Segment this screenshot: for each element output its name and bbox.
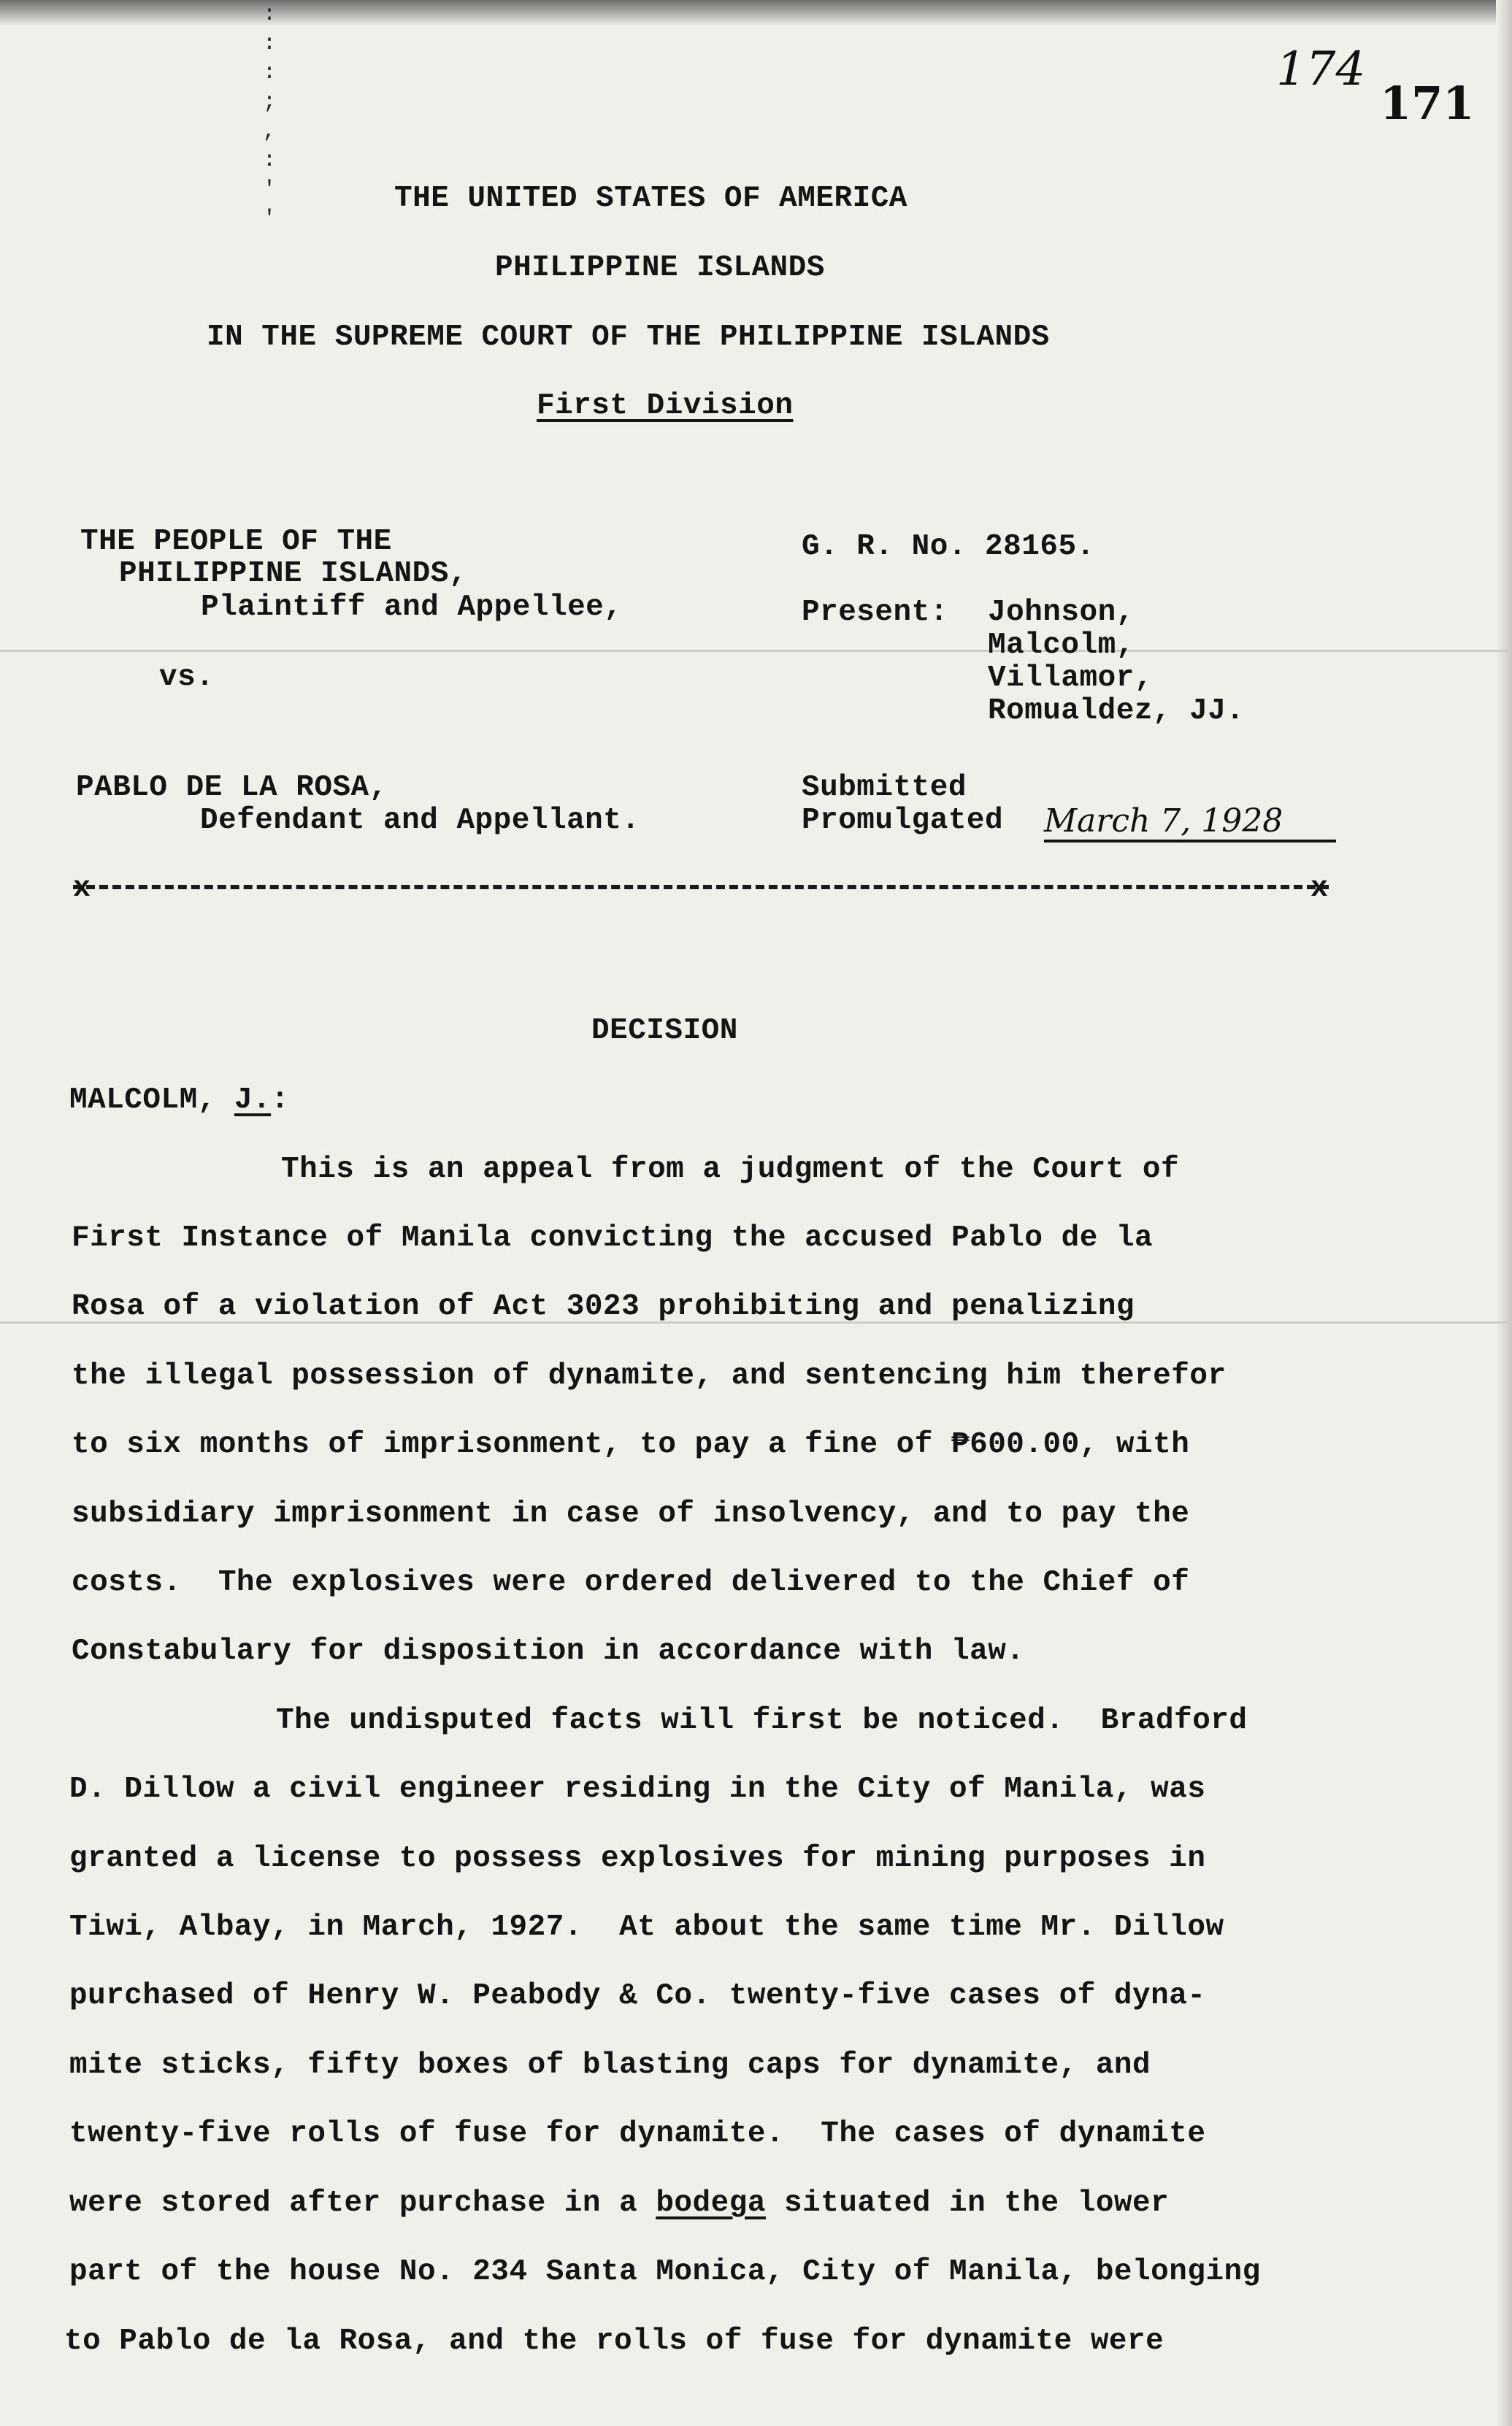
paragraph2-line: mite sticks, fifty boxes of blasting caps for dynamite, and <box>69 2049 1151 2082</box>
versus: vs. <box>159 661 215 694</box>
gr-number: G. R. No. 28165. <box>802 530 1095 564</box>
decision-title: DECISION <box>591 1014 738 1048</box>
paragraph1-line: First Instance of Manila convicting the accused Pablo de la <box>72 1221 1154 1255</box>
author-title: J. <box>234 1083 272 1117</box>
paragraph2-line: D. Dillow a civil engineer residing in the City of Manila, was <box>69 1773 1206 1806</box>
defendant-role: Defendant and Appellant. <box>200 804 640 837</box>
heading-division: First Division <box>537 389 794 423</box>
plaintiff-line2: PHILIPPINE ISLANDS, <box>119 557 467 591</box>
heading-court: IN THE SUPREME COURT OF THE PHILIPPINE ISLANDS <box>207 320 1050 354</box>
paragraph1-line: to six months of imprisonment, to pay a fine of ₱600.00, with <box>72 1428 1190 1462</box>
plaintiff-role: Plaintiff and Appellee, <box>201 591 623 624</box>
paragraph2-line: The undisputed facts will first be noticed. Bradford <box>276 1704 1248 1738</box>
text-segment: were stored after purchase in a <box>69 2187 656 2220</box>
justice-3: Villamor, <box>988 661 1153 695</box>
paragraph2-line: twenty-five rolls of fuse for dynamite. The cases of dynamite <box>69 2117 1206 2151</box>
defendant-name: PABLO DE LA ROSA, <box>76 771 388 805</box>
heading-region: PHILIPPINE ISLANDS <box>495 251 825 285</box>
paragraph1-line: Rosa of a violation of Act 3023 prohibiting and penalizing <box>72 1290 1135 1324</box>
promulgated-label: Promulgated <box>802 804 1004 837</box>
paragraph1-line: Constabulary for disposition in accordance with law. <box>72 1635 1025 1668</box>
paragraph2-line: part of the house No. 234 Santa Monica, City of Manila, belonging <box>69 2255 1261 2289</box>
decision-author <box>69 1083 289 1118</box>
paragraph1-line: the illegal possession of dynamite, and sentencing him therefor <box>72 1359 1227 1393</box>
plaintiff-line1: THE PEOPLE OF THE <box>80 525 392 558</box>
justice-2: Malcolm, <box>988 629 1135 662</box>
separator-left-mark: x <box>73 872 91 905</box>
paragraph1-line: This is an appeal from a judgment of the Court of <box>281 1153 1180 1186</box>
paragraph1-line: costs. The explosives were ordered delivered to the Chief of <box>72 1566 1190 1600</box>
paragraph2-line: to Pablo de la Rosa, and the rolls of fuse for dynamite were <box>64 2325 1164 2358</box>
heading-country: THE UNITED STATES OF AMERICA <box>394 182 907 215</box>
stamped-page-number: 171 <box>1380 77 1475 130</box>
promulgated-date-signature: March 7, 1928 <box>1044 803 1336 842</box>
paragraph2-line: Tiwi, Albay, in March, 1927. At about the same time Mr. Dillow <box>69 1911 1224 1944</box>
author-name: MALCOLM, <box>69 1083 234 1117</box>
present-label: Present: <box>802 596 948 629</box>
scan-top-edge <box>0 0 1512 26</box>
paragraph1-line: subsidiary imprisonment in case of insolvency, and to pay the <box>72 1497 1190 1531</box>
separator-right-mark: x <box>1310 872 1329 905</box>
underlined-word-bodega: bodega <box>656 2187 766 2220</box>
paragraph2-line: granted a license to possess explosives for mining purposes in <box>69 1842 1206 1876</box>
justice-1: Johnson, <box>988 596 1135 629</box>
text-segment: situated in the lower <box>765 2187 1170 2220</box>
separator-line <box>73 885 1329 889</box>
paragraph2-line <box>69 2186 1169 2221</box>
handwritten-page-number: 174 <box>1276 42 1366 96</box>
fold-crease <box>0 650 1512 652</box>
submitted-label: Submitted <box>802 771 967 805</box>
scan-right-edge <box>1496 0 1512 2426</box>
author-colon: : <box>271 1083 290 1117</box>
paragraph2-line: purchased of Henry W. Peabody & Co. twenty-five cases of dyna- <box>69 1979 1206 2013</box>
justice-4: Romualdez, JJ. <box>988 694 1245 728</box>
staple-marks: : : : ; , : ' ' <box>263 2 294 231</box>
